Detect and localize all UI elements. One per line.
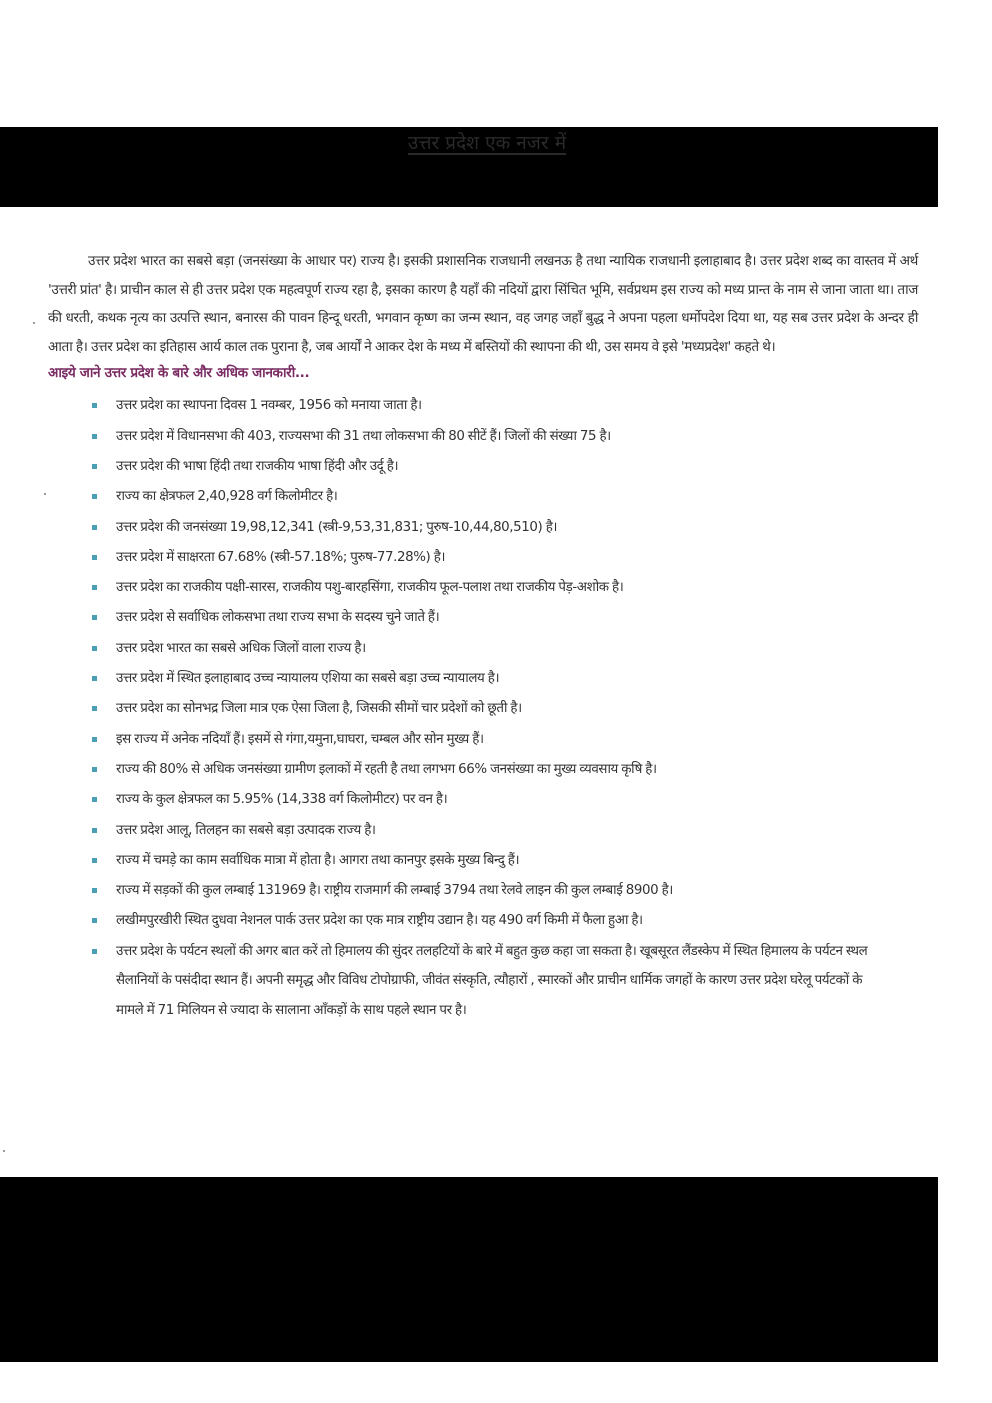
fact-item: [92, 785, 918, 815]
fact-text: उत्तर प्रदेश का राजकीय पक्षी-सारस, राजकीय पशु-बारहसिंगा, राजकीय फूल-पलाश तथा राजकीय पेड़-अशोक है।: [116, 580, 624, 596]
fact-item: [92, 482, 918, 512]
bullet-icon: [92, 525, 97, 530]
bullet-icon: [92, 585, 97, 590]
fact-item: [92, 513, 918, 543]
fact-text: राज्य में सड़कों की कुल लम्बाई 131969 है। राष्ट्रीय राजमार्ग की लम्बाई 3794 तथा रेलवे लाइन की कुल लम्बाई 8900 है।: [116, 883, 673, 899]
fact-item: [92, 725, 918, 755]
footer-bar: [0, 1177, 938, 1362]
bullet-icon: [92, 464, 97, 469]
bullet-icon: [92, 676, 97, 681]
bullet-icon: [92, 706, 97, 711]
fact-item: [92, 816, 918, 846]
section-subheading: आइये जाने उत्तर प्रदेश के बारे और अधिक जानकारी...: [48, 365, 310, 382]
fact-item: [92, 694, 918, 724]
fact-item: [92, 543, 918, 573]
bullet-icon: [92, 646, 97, 651]
facts-list: [48, 391, 918, 1025]
bullet-icon: [92, 767, 97, 772]
bullet-icon: [92, 494, 97, 499]
fact-text: उत्तर प्रदेश में साक्षरता 67.68% (स्त्री-57.18%; पुरुष-77.28%) है।: [116, 549, 446, 565]
fact-text: राज्य का क्षेत्रफल 2,40,928 वर्ग किलोमीटर है।: [116, 489, 338, 505]
page-title: [0, 127, 938, 159]
document-body: [48, 247, 918, 1025]
bullet-icon: [92, 949, 97, 954]
bullet-icon: [92, 555, 97, 560]
bullet-icon: [92, 403, 97, 408]
fact-text: उत्तर प्रदेश का स्थापना दिवस 1 नवम्बर, 1956 को मनाया जाता है।: [116, 398, 422, 414]
fact-text: उत्तर प्रदेश में विधानसभा की 403, राज्यसभा की 31 तथा लोकसभा की 80 सीटें हैं। जिलों की संख्या 75 है।: [116, 428, 611, 444]
scan-speck: [3, 1150, 5, 1152]
fact-item: [92, 664, 918, 694]
scan-speck: [33, 322, 35, 324]
intro-paragraph: उत्तर प्रदेश भारत का सबसे बड़ा (जनसंख्या के आधार पर) राज्य है। इसकी प्रशासनिक राजधानी लखनऊ है तथा न्यायिक राजधानी इलाहाबाद है। उत्तर प्रदेश शब्द का वास्तव में अर्थ 'उत्तरी प्रांत' है। प्राचीन काल से ही उत्तर प्रदेश एक महत्वपूर्ण राज्य रहा है, इसका कारण है यहाँ की नदियों द्वारा सिंचित भूमि, सर्वप्रथम इस राज्य को मध्य प्रान्त के नाम से जाना जाता था। ताज की धरती, कथक नृत्य का उत्पत्ति स्थान, बनारस की पावन हिन्दू धरती, भगवान कृष्ण का जन्म स्थान, वह जगह जहाँ बुद्ध ने अपना पहला धर्मोपदेश दिया था, यह सब उत्तर प्रदेश के अन्दर ही आता है। उत्तर प्रदेश का इतिहास आर्य काल तक पुराना है, जब आर्यों ने आकर देश के मध्य में बस्तियों की स्थापना की थी, उस समय वे इसे 'मध्यप्रदेश' कहते थे।: [48, 253, 918, 355]
fact-text: उत्तर प्रदेश का सोनभद्र जिला मात्र एक ऐसा जिला है, जिसकी सीमों चार प्रदेशों को छूती है।: [116, 701, 522, 717]
fact-item: [92, 846, 918, 876]
page-title-text: उत्तर प्रदेश एक नजर में: [407, 132, 567, 154]
fact-text: उत्तर प्रदेश में स्थित इलाहाबाद उच्च न्यायालय एशिया का सबसे बड़ा उच्च न्यायालय है।: [116, 671, 500, 687]
fact-item: [92, 452, 918, 482]
fact-item: [92, 876, 918, 906]
fact-item: [92, 755, 918, 785]
fact-item: [92, 603, 918, 633]
fact-text: इस राज्य में अनेक नदियाँ हैं। इसमें से गंगा,यमुना,घाघरा, चम्बल और सोन मुख्य हैं।: [116, 731, 484, 747]
bullet-icon: [92, 615, 97, 620]
fact-text: राज्य की 80% से अधिक जनसंख्या ग्रामीण इलाकों में रहती है तथा लगभग 66% जनसंख्या का मुख्य व्यवसाय कृषि है।: [116, 761, 657, 777]
fact-text: उत्तर प्रदेश की जनसंख्या 19,98,12,341 (स्त्री-9,53,31,831; पुरुष-10,44,80,510) है।: [116, 519, 558, 535]
bullet-icon: [92, 858, 97, 863]
fact-text: उत्तर प्रदेश आलू, तिलहन का सबसे बड़ा उत्पादक राज्य है।: [116, 822, 376, 838]
fact-text: उत्तर प्रदेश से सर्वाधिक लोकसभा तथा राज्य सभा के सदस्य चुने जाते हैं।: [116, 610, 440, 626]
fact-item: [92, 391, 918, 421]
fact-item: [92, 634, 918, 664]
bullet-icon: [92, 737, 97, 742]
bullet-icon: [92, 888, 97, 893]
fact-text: उत्तर प्रदेश की भाषा हिंदी तथा राजकीय भाषा हिंदी और उर्दू है।: [116, 458, 399, 474]
bullet-icon: [92, 918, 97, 923]
fact-text: लखीमपुरखीरी स्थित दुधवा नेशनल पार्क उत्तर प्रदेश का एक मात्र राष्ट्रीय उद्यान है। यह 490 वर्ग किमी में फैला हुआ है।: [116, 913, 643, 929]
fact-item: [92, 573, 918, 603]
fact-item: [92, 937, 918, 1026]
bullet-icon: [92, 828, 97, 833]
bullet-icon: [92, 797, 97, 802]
fact-text: उत्तर प्रदेश भारत का सबसे अधिक जिलों वाला राज्य है।: [116, 640, 366, 656]
fact-text: राज्य में चमड़े का काम सर्वाधिक मात्रा में होता है। आगरा तथा कानपुर इसके मुख्य बिन्दु हैं।: [116, 852, 520, 868]
fact-item: [92, 422, 918, 452]
scan-speck: [44, 493, 46, 495]
fact-text: राज्य के कुल क्षेत्रफल का 5.95% (14,338 वर्ग किलोमीटर) पर वन है।: [116, 792, 448, 808]
bullet-icon: [92, 434, 97, 439]
fact-text: उत्तर प्रदेश के पर्यटन स्थलों की अगर बात करें तो हिमालय की सुंदर तलहटियों के बारे में बहुत कुछ कहा जा सकता है। खूबसूरत लैंडस्केप में स्थित हिमालय के पर्यटन स्थल सैलानियों के पसंदीदा स्थान हैं। अपनी समृद्ध और विविध टोपोग्राफी, जीवंत संस्कृति, त्यौहारों , स्मारकों और प्राचीन धार्मिक जगहों के कारण उत्तर प्रदेश घरेलू पर्यटकों के मामले में 71 मिलियन से ज्यादा के सालाना आँकड़ों के साथ पहले स्थान पर है।: [116, 943, 868, 1018]
fact-item: [92, 906, 918, 936]
